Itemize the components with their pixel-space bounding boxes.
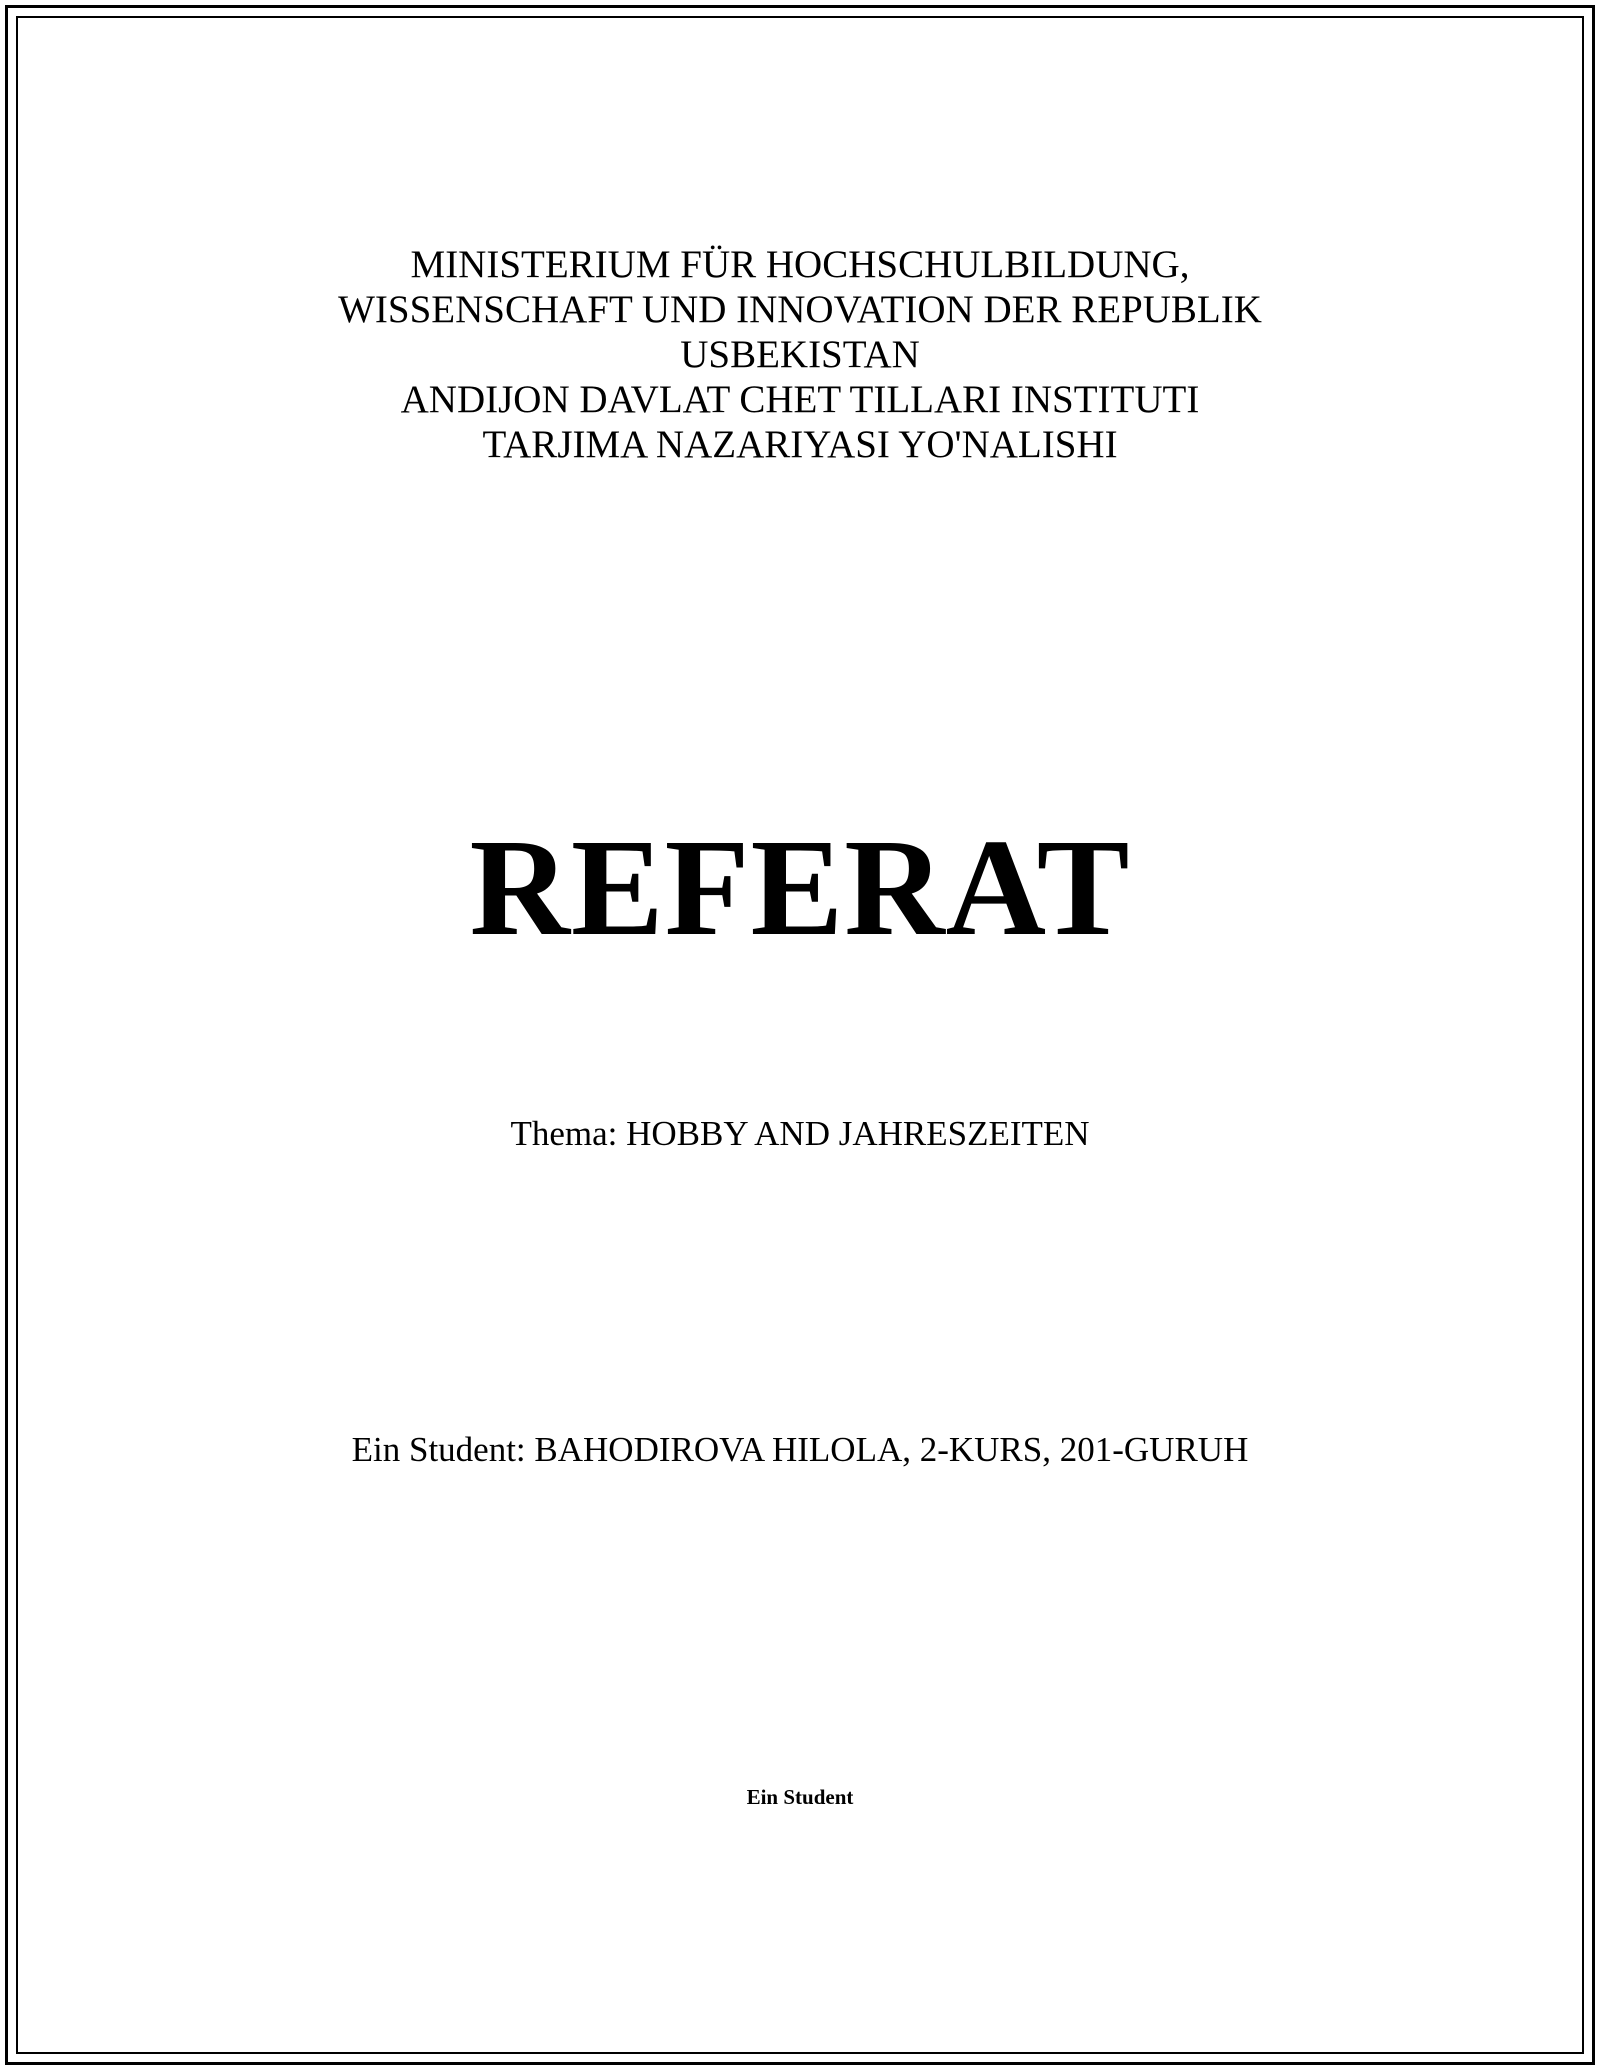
header-line-science: WISSENSCHAFT UND INNOVATION DER REPUBLIK: [338, 288, 1262, 331]
header-line-institute: ANDIJON DAVLAT CHET TILLARI INSTITUTI: [400, 378, 1200, 421]
document-title: REFERAT: [469, 811, 1131, 965]
header-line-country: USBEKISTAN: [680, 333, 920, 376]
topic-line: Thema: HOBBY AND JAHRESZEITEN: [510, 1114, 1090, 1153]
student-footer-label: Ein Student: [746, 1785, 854, 1809]
header-line-department: TARJIMA NAZARIYASI YO'NALISHI: [482, 423, 1118, 466]
institution-header: [0, 242, 1600, 467]
header-line-ministry: MINISTERIUM FÜR HOCHSCHULBILDUNG,: [410, 243, 1190, 286]
student-info: Ein Student: BAHODIROVA HILOLA, 2-KURS, 201-GURUH: [351, 1430, 1249, 1469]
